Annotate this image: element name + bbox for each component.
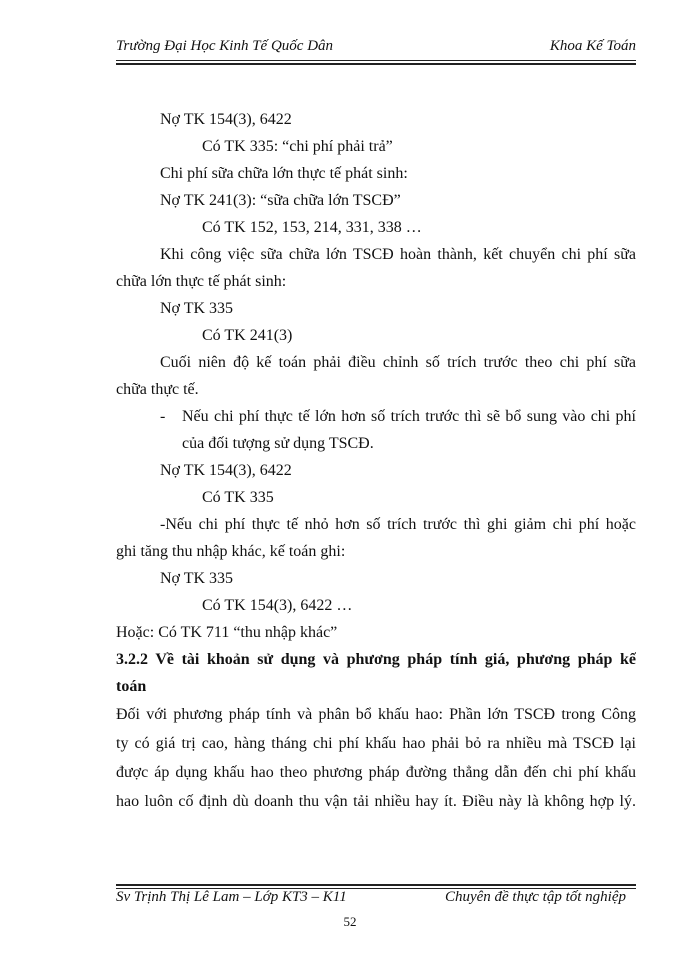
entry-debit: Nợ TK 241(3): “sữa chữa lớn TSCĐ”	[160, 192, 401, 209]
header-university: Trường Đại Học Kinh Tế Quốc Dân	[116, 38, 334, 54]
bullet-text: Nếu chi phí thực tế lớn hơn số trích trước thì sẽ bổ sung vào chi phí	[182, 408, 636, 425]
paragraph-line: chữa thực tế.	[116, 381, 199, 398]
paragraph-line: -Nếu chi phí thực tế nhỏ hơn số trích trước thì ghi giảm chi phí hoặc	[160, 516, 636, 533]
header-faculty: Khoa Kế Toán	[549, 38, 636, 54]
entry-debit: Nợ TK 154(3), 6422	[160, 462, 292, 479]
footer-rule-thick	[116, 884, 636, 886]
footer-title: Chuyên đề thực tập tốt nghiệp	[444, 889, 626, 905]
paragraph-line: ghi tăng thu nhập khác, kế toán ghi:	[116, 543, 346, 560]
bullet-continuation: của đối tượng sử dụng TSCĐ.	[182, 435, 374, 452]
entry-debit: Nợ TK 154(3), 6422	[160, 111, 292, 128]
document-body	[116, 106, 636, 816]
entry-alternative: Hoặc: Có TK 711 “thu nhập khác”	[116, 624, 338, 641]
page-number: 52	[343, 914, 357, 929]
text-line: Chi phí sữa chữa lớn thực tế phát sinh:	[160, 165, 408, 182]
entry-credit: Có TK 335	[202, 489, 274, 506]
entry-credit: Có TK 241(3)	[202, 327, 293, 344]
paragraph-line: Đối với phương pháp tính và phân bổ khấu hao: Phần lớn TSCĐ trong Công	[116, 706, 636, 723]
footer-student: Sv Trịnh Thị Lê Lam – Lớp KT3 – K11	[116, 889, 347, 905]
header-rule-thick	[116, 63, 636, 65]
paragraph-line: được áp dụng khấu hao theo phương pháp đường thẳng dẫn đến chi phí khấu	[116, 764, 636, 781]
paragraph-line: Cuối niên độ kế toán phải điều chỉnh số trích trước theo chi phí sữa	[160, 354, 636, 371]
section-heading-cont: toán	[116, 678, 147, 695]
paragraph-line: ty có giá trị cao, hàng tháng chi phí khấu hao phải bỏ ra nhiều mà TSCĐ lại	[116, 735, 636, 752]
entry-debit: Nợ TK 335	[160, 300, 234, 317]
paragraph-line: Khi công việc sữa chữa lớn TSCĐ hoàn thành, kết chuyển chi phí sữa	[160, 246, 636, 263]
entry-credit: Có TK 152, 153, 214, 331, 338 …	[202, 219, 422, 236]
section-heading: 3.2.2 Về tài khoản sử dụng và phương pháp tính giá, phương pháp kế	[116, 651, 636, 668]
header-rule	[116, 60, 636, 61]
bullet-item	[116, 403, 636, 430]
page-footer	[116, 889, 636, 911]
bullet-dash: -	[160, 408, 166, 425]
page-header	[116, 36, 636, 58]
paragraph-line: hao luôn cố định dù doanh thu vận tải nhiều hay ít. Điều này là không hợp lý.	[116, 793, 636, 810]
entry-credit: Có TK 154(3), 6422 …	[202, 597, 353, 614]
paragraph-line: chữa lớn thực tế phát sinh:	[116, 273, 287, 290]
entry-credit: Có TK 335: “chi phí phải trả”	[202, 138, 393, 155]
entry-debit: Nợ TK 335	[160, 570, 234, 587]
